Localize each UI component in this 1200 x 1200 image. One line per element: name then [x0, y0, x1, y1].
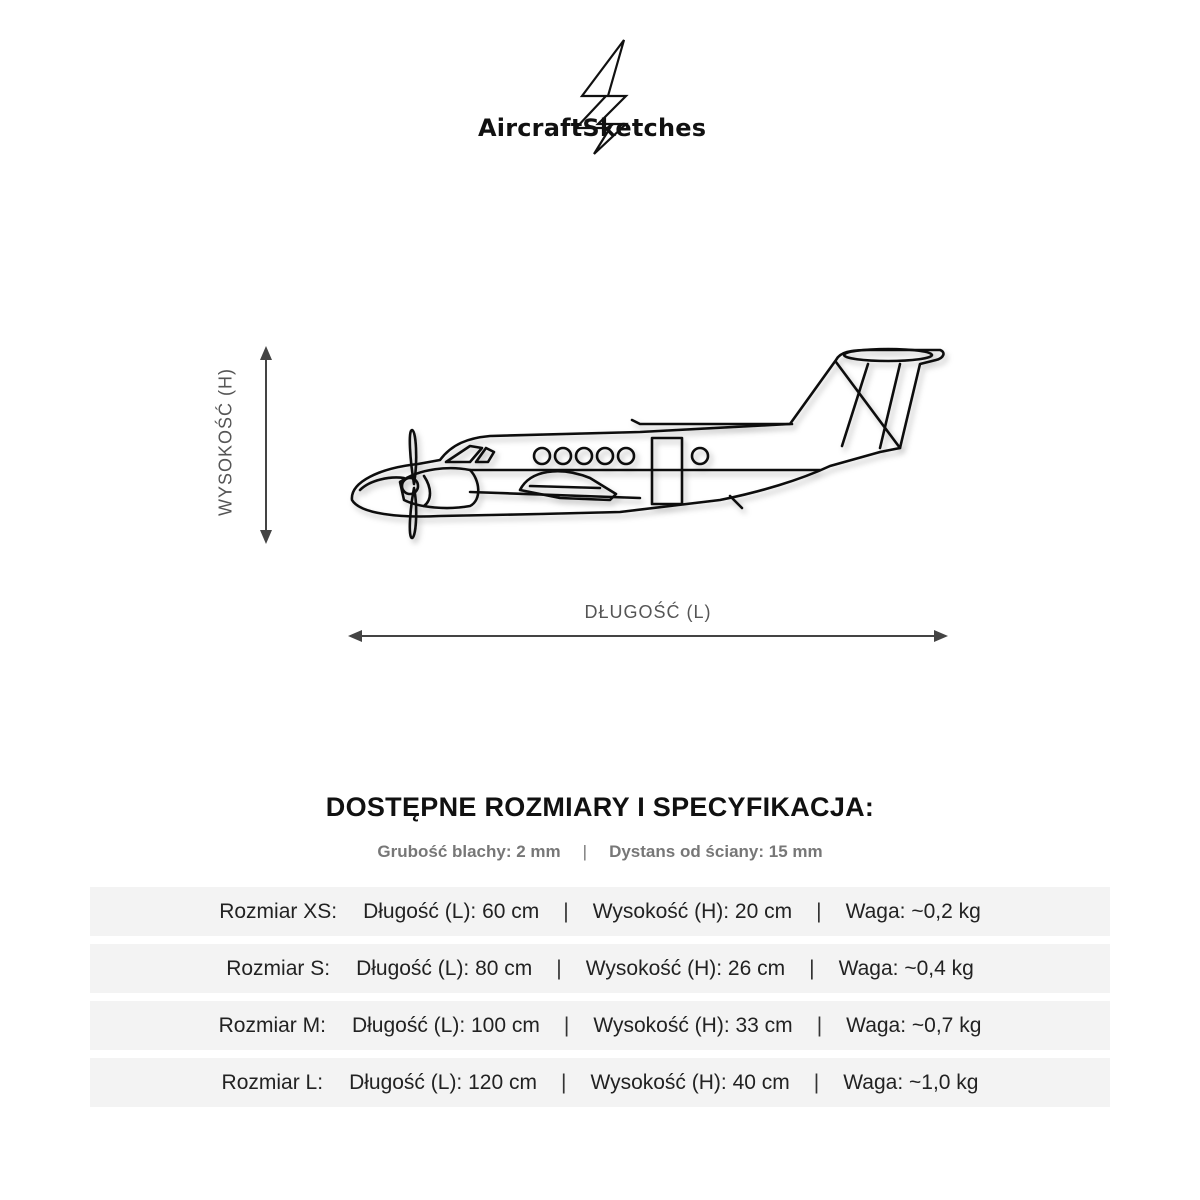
specs-subtitle [0, 842, 1200, 862]
brand-name: AircraftSketches [478, 114, 707, 142]
size-row [90, 1001, 1110, 1050]
separator: | [556, 956, 562, 980]
size-length: Długość (L): 60 cm [363, 899, 540, 923]
separator: | [816, 899, 822, 923]
separator: | [560, 1070, 567, 1094]
size-weight: Waga: ~1,0 kg [843, 1070, 979, 1094]
size-height: Wysokość (H): 20 cm [592, 899, 793, 923]
size-name: Rozmiar M: [218, 1013, 326, 1037]
size-length: Długość (L): 120 cm [349, 1070, 537, 1094]
size-weight: Waga: ~0,2 kg [845, 899, 981, 923]
separator: | [809, 956, 815, 980]
wall-distance: Dystans od ściany: 15 mm [609, 842, 823, 861]
size-length: Długość (L): 80 cm [356, 956, 533, 980]
size-weight: Waga: ~0,7 kg [846, 1013, 982, 1037]
size-name: Rozmiar XS: [219, 899, 338, 923]
size-name: Rozmiar S: [226, 956, 331, 980]
separator: | [813, 1070, 820, 1094]
size-weight: Waga: ~0,4 kg [838, 956, 974, 980]
separator: | [816, 1013, 823, 1037]
specs-title: DOSTĘPNE ROZMIARY I SPECYFIKACJA: [325, 792, 875, 822]
aircraft-silhouette [330, 330, 970, 560]
height-dimension-label: WYSOKOŚĆ (H) [215, 367, 236, 517]
size-height: Wysokość (H): 26 cm [585, 956, 786, 980]
sheet-thickness: Grubość blachy: 2 mm [377, 842, 561, 861]
separator: | [563, 899, 569, 923]
size-row [90, 1058, 1110, 1107]
separator: | [582, 842, 588, 861]
size-table [90, 887, 1110, 1115]
separator: | [563, 1013, 570, 1037]
size-height: Wysokość (H): 40 cm [590, 1070, 790, 1094]
size-height: Wysokość (H): 33 cm [593, 1013, 793, 1037]
length-dimension-label: DŁUGOŚĆ (L) [584, 602, 712, 622]
size-row [90, 887, 1110, 936]
size-name: Rozmiar L: [221, 1070, 324, 1094]
size-length: Długość (L): 100 cm [351, 1013, 540, 1037]
size-row [90, 944, 1110, 993]
